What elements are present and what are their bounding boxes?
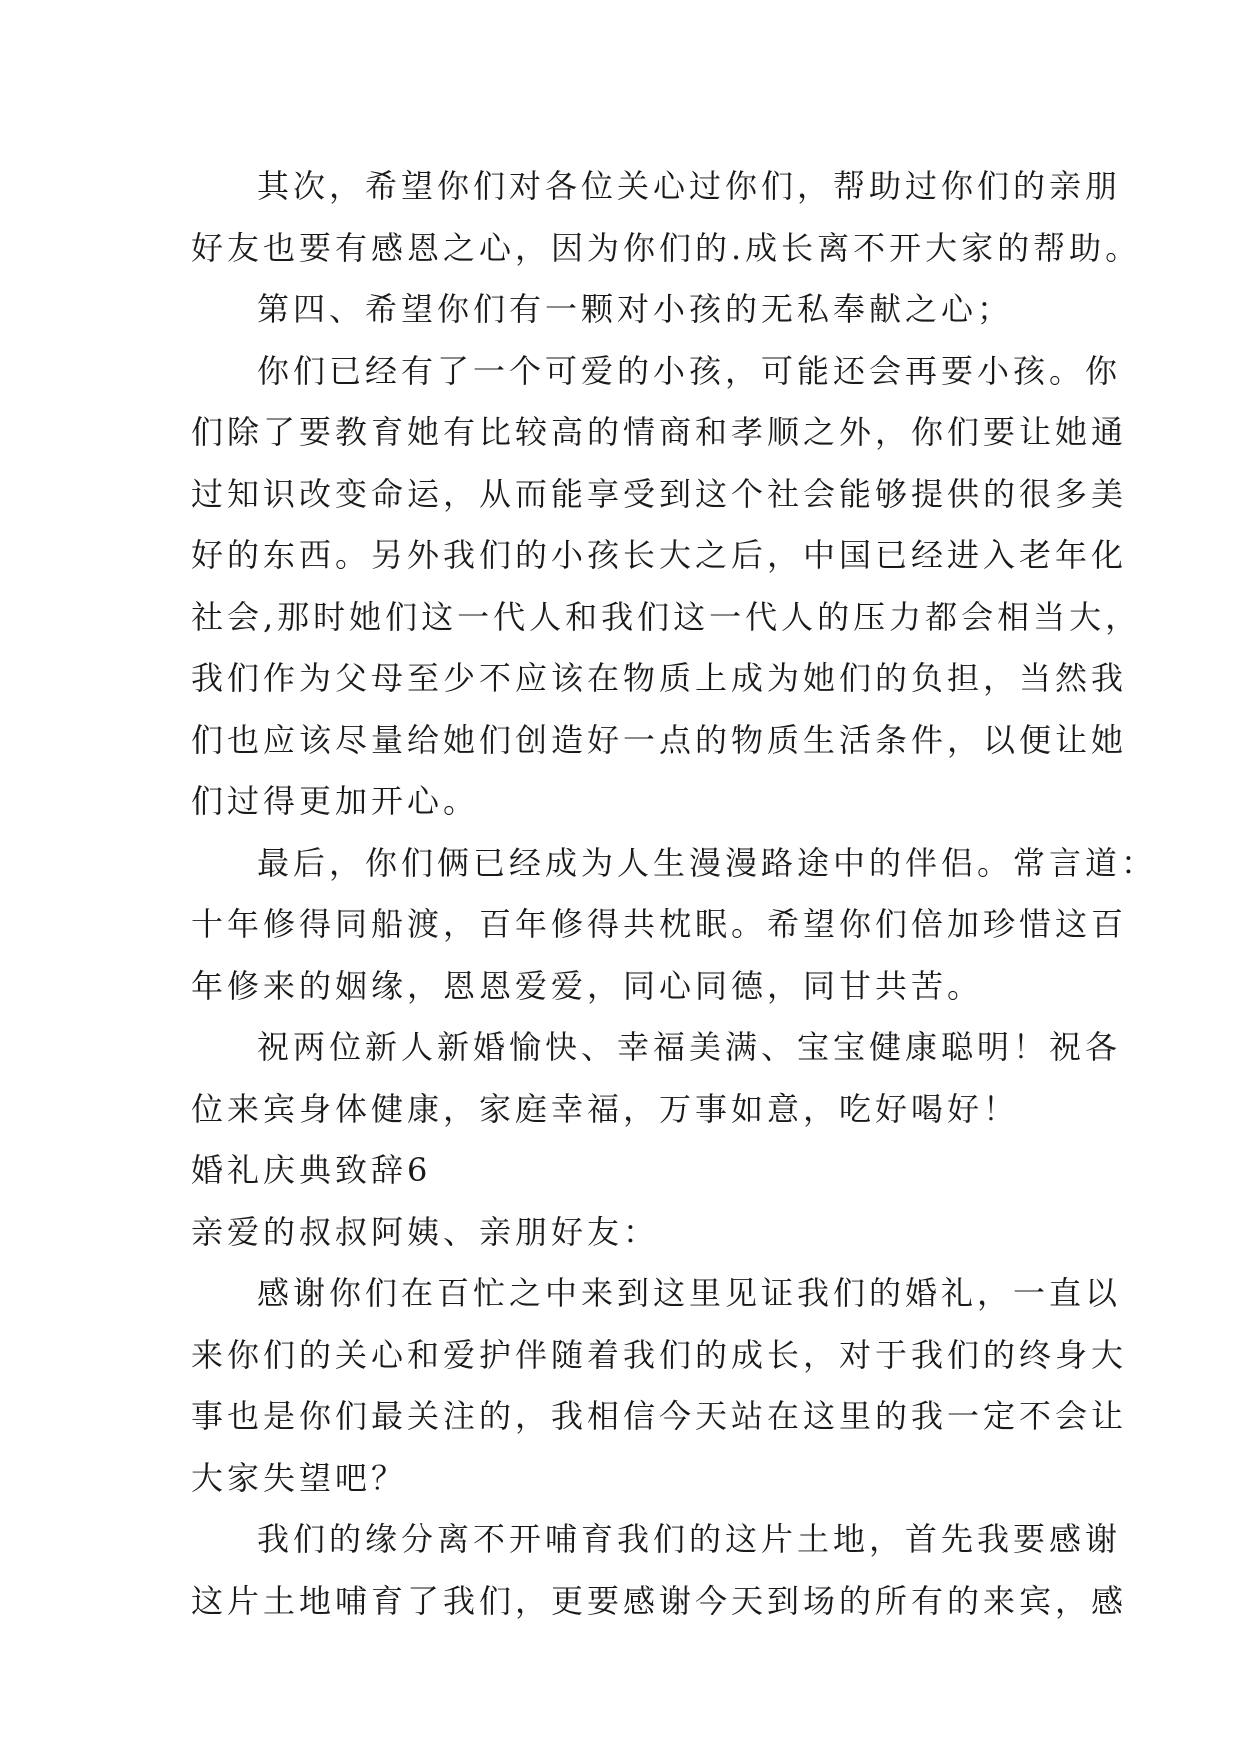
- paragraph-line: 们也应该尽量给她们创造好一点的物质生活条件，以便让她: [191, 720, 1128, 759]
- paragraph-line: 这片土地哺育了我们，更要感谢今天到场的所有的来宾，感: [191, 1581, 1128, 1620]
- paragraph-line: 们除了要教育她有比较高的情商和孝顺之外，你们要让她通: [191, 413, 1128, 451]
- paragraph-line: 过知识改变命运，从而能享受到这个社会能够提供的很多美: [191, 474, 1128, 513]
- paragraph-line: 社会,那时她们这一代人和我们这一代人的压力都会相当大，: [191, 597, 1142, 636]
- paragraph-line: 事也是你们最关注的，我相信今天站在这里的我一定不会让: [191, 1397, 1128, 1435]
- paragraph-line: 好的东西。另外我们的小孩长大之后，中国已经进入老年化: [191, 536, 1128, 574]
- section-heading: 婚礼庆典致辞6: [191, 1151, 432, 1189]
- salutation: 亲爱的叔叔阿姨、亲朋好友：: [191, 1212, 660, 1251]
- paragraph-line: 来你们的关心和爱护伴随着我们的成长，对于我们的终身大: [191, 1335, 1128, 1374]
- paragraph-line: 我们作为父母至少不应该在物质上成为她们的负担，当然我: [191, 659, 1128, 697]
- paragraph-line: 们过得更加开心。: [191, 782, 480, 820]
- paragraph-line: 其次，希望你们对各位关心过你们，帮助过你们的亲朋: [257, 167, 1122, 205]
- paragraph-line: 十年修得同船渡，百年修得共枕眠。希望你们倍加珍惜这百: [191, 905, 1128, 943]
- paragraph-line: 第四、希望你们有一颗对小孩的无私奉献之心；: [257, 290, 1014, 328]
- paragraph-line: 你们已经有了一个可爱的小孩，可能还会再要小孩。你: [257, 351, 1122, 390]
- document-body: [191, 156, 1158, 1632]
- paragraph-line: 年修来的姻缘，恩恩爱爱，同心同德，同甘共苦。: [191, 966, 984, 1005]
- paragraph-line: 好友也要有感恩之心，因为你们的.成长离不开大家的帮助。: [191, 228, 1142, 267]
- paragraph-line: 大家失望吧？: [191, 1458, 408, 1497]
- paragraph-line: 最后，你们俩已经成为人生漫漫路途中的伴侣。常言道：: [257, 843, 1158, 882]
- paragraph-line: 我们的缘分离不开哺育我们的这片土地，首先我要感谢: [257, 1520, 1122, 1558]
- paragraph-line: 感谢你们在百忙之中来到这里见证我们的婚礼，一直以: [257, 1274, 1122, 1312]
- paragraph-line: 位来宾身体健康，家庭幸福，万事如意，吃好喝好！: [191, 1089, 1020, 1128]
- paragraph-line: 祝两位新人新婚愉快、幸福美满、宝宝健康聪明！祝各: [257, 1028, 1122, 1066]
